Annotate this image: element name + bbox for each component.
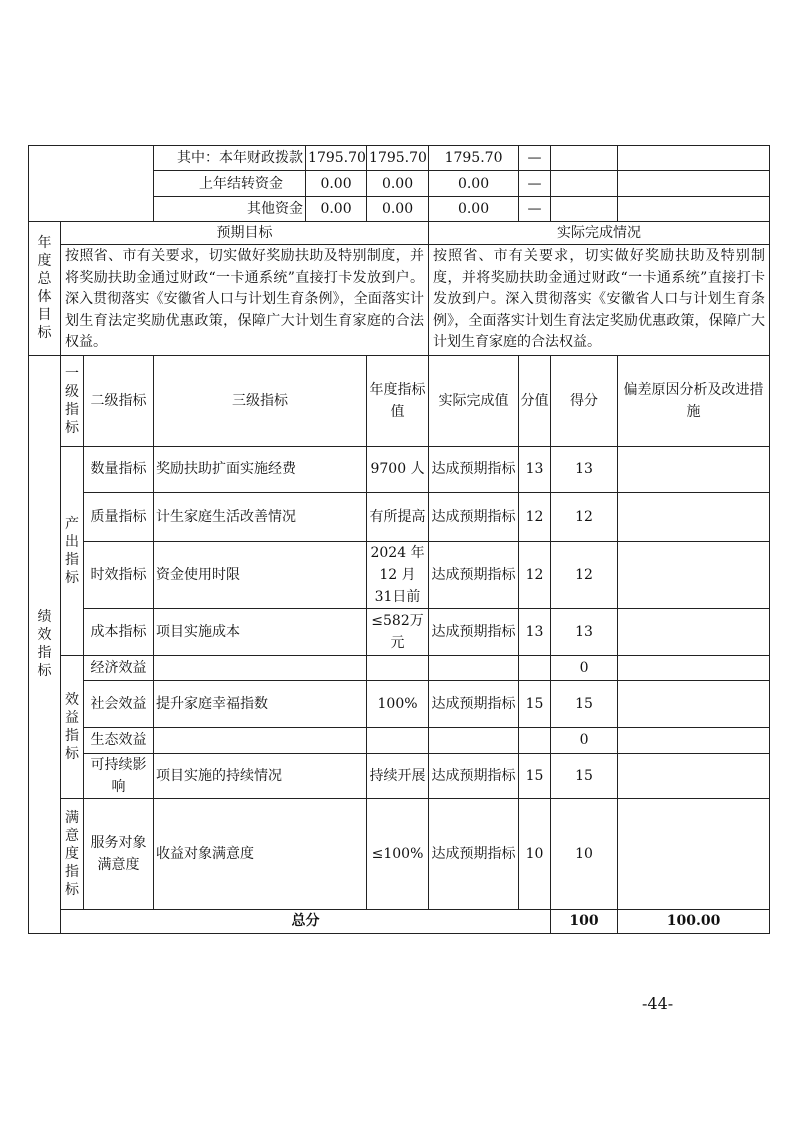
cell-actual: 达成预期指标	[429, 446, 519, 492]
cell-score: 15	[551, 680, 618, 727]
funding-label: 上年结转资金	[154, 171, 306, 197]
cell-actual	[429, 655, 519, 680]
cell-l3: 收益对象满意度	[154, 798, 367, 909]
cell-weight: 12	[519, 541, 551, 608]
performance-table	[28, 145, 770, 934]
cell-actual: 达成预期指标	[429, 492, 519, 541]
table-row	[29, 608, 770, 655]
cell-actual	[429, 727, 519, 753]
table-row	[29, 492, 770, 541]
blank-cell	[551, 146, 618, 171]
cell-weight: 13	[519, 608, 551, 655]
funding-value: 1795.70	[429, 146, 519, 171]
cell-l2: 服务对象满意度	[84, 798, 154, 909]
cell-score: 0	[551, 727, 618, 753]
cell-score: 15	[551, 753, 618, 798]
cell-target: ≤582万元	[367, 608, 429, 655]
funding-value: 0.00	[306, 171, 367, 197]
total-label: 总分	[61, 909, 551, 933]
indicator-header-row	[29, 355, 770, 446]
funding-value: 0.00	[367, 171, 429, 197]
blank-cell	[551, 197, 618, 222]
cell-actual: 达成预期指标	[429, 608, 519, 655]
cell-weight: 15	[519, 753, 551, 798]
cell-weight	[519, 655, 551, 680]
cell-l2: 质量指标	[84, 492, 154, 541]
expected-goal-text: 按照省、市有关要求，切实做好奖励扶助及特别制度，并将奖励扶助金通过财政“一卡通系统”直接打卡发放到户。深入贯彻落实《安徽省人口与计划生育条例》，全面落实计划生育法定奖励优惠政策，保障广大计划生育家庭的合法权益。	[61, 245, 429, 356]
cell-score: 10	[551, 798, 618, 909]
cell-deviation	[618, 608, 770, 655]
blank-cell	[29, 146, 154, 222]
header-level3: 三级指标	[154, 355, 367, 446]
goals-label: 年度总体目标	[29, 222, 61, 356]
header-actual: 实际完成值	[429, 355, 519, 446]
header-target: 年度指标值	[367, 355, 429, 446]
cell-l3: 计生家庭生活改善情况	[154, 492, 367, 541]
cell-target: 持续开展	[367, 753, 429, 798]
cell-l3	[154, 727, 367, 753]
cell-l2: 数量指标	[84, 446, 154, 492]
cell-l2: 成本指标	[84, 608, 154, 655]
cell-weight: 12	[519, 492, 551, 541]
cell-target: 9700 人	[367, 446, 429, 492]
cell-score: 13	[551, 446, 618, 492]
cell-l2: 可持续影响	[84, 753, 154, 798]
cell-l3: 项目实施的持续情况	[154, 753, 367, 798]
total-row	[29, 909, 770, 933]
header-weight: 分值	[519, 355, 551, 446]
funding-label: 其他资金	[154, 197, 306, 222]
blank-cell	[551, 171, 618, 197]
funding-value: 1795.70	[367, 146, 429, 171]
cell-l2: 生态效益	[84, 727, 154, 753]
cell-l3: 奖励扶助扩面实施经费	[154, 446, 367, 492]
cell-deviation	[618, 727, 770, 753]
cell-score: 12	[551, 541, 618, 608]
cell-l2: 社会效益	[84, 680, 154, 727]
funding-value: 0.00	[306, 197, 367, 222]
group-benefit: 效益指标	[61, 655, 84, 798]
table-row	[29, 680, 770, 727]
cell-score: 0	[551, 655, 618, 680]
funding-label: 其中：本年财政拨款	[154, 146, 306, 171]
group-output: 产出指标	[61, 446, 84, 655]
goals-header-row	[29, 222, 770, 245]
cell-l3	[154, 655, 367, 680]
funding-value: —	[519, 146, 551, 171]
blank-cell	[618, 197, 770, 222]
funding-row	[29, 146, 770, 171]
actual-goal-text: 按照省、市有关要求，切实做好奖励扶助及特别制度，并将奖励扶助金通过财政“一卡通系统”直接打卡发放到户。深入贯彻落实《安徽省人口与计划生育条例》，全面落实计划生育法定奖励优惠政策，保障广大计划生育家庭的合法权益。	[429, 245, 770, 356]
cell-l3: 资金使用时限	[154, 541, 367, 608]
cell-target: 100%	[367, 680, 429, 727]
cell-weight: 15	[519, 680, 551, 727]
cell-target	[367, 655, 429, 680]
cell-weight: 10	[519, 798, 551, 909]
cell-deviation	[618, 753, 770, 798]
cell-deviation	[618, 492, 770, 541]
blank-cell	[618, 146, 770, 171]
actual-goal-header: 实际完成情况	[429, 222, 770, 245]
cell-score: 12	[551, 492, 618, 541]
cell-actual: 达成预期指标	[429, 680, 519, 727]
header-level2: 二级指标	[84, 355, 154, 446]
page-number: -44-	[642, 994, 674, 1013]
cell-l2: 时效指标	[84, 541, 154, 608]
cell-weight: 13	[519, 446, 551, 492]
table-row	[29, 541, 770, 608]
funding-value: 1795.70	[306, 146, 367, 171]
header-level1: 一级指标	[61, 355, 84, 446]
group-satisfaction: 满意度指标	[61, 798, 84, 909]
header-score: 得分	[551, 355, 618, 446]
blank-cell	[618, 171, 770, 197]
cell-target: 2024 年12 月 31日前	[367, 541, 429, 608]
performance-indicators-label: 绩效指标	[29, 355, 61, 933]
cell-deviation	[618, 541, 770, 608]
funding-value: 0.00	[367, 197, 429, 222]
cell-actual: 达成预期指标	[429, 753, 519, 798]
goals-text-row	[29, 245, 770, 356]
cell-actual: 达成预期指标	[429, 541, 519, 608]
header-deviation: 偏差原因分析及改进措施	[618, 355, 770, 446]
total-weight: 100	[551, 909, 618, 933]
cell-deviation	[618, 680, 770, 727]
table-row	[29, 655, 770, 680]
cell-deviation	[618, 798, 770, 909]
table-row	[29, 446, 770, 492]
funding-value: —	[519, 197, 551, 222]
funding-value: 0.00	[429, 171, 519, 197]
total-score: 100.00	[618, 909, 770, 933]
cell-target: 有所提高	[367, 492, 429, 541]
cell-score: 13	[551, 608, 618, 655]
cell-l2: 经济效益	[84, 655, 154, 680]
funding-value: —	[519, 171, 551, 197]
cell-target	[367, 727, 429, 753]
cell-target: ≤100%	[367, 798, 429, 909]
cell-deviation	[618, 655, 770, 680]
cell-actual: 达成预期指标	[429, 798, 519, 909]
expected-goal-header: 预期目标	[61, 222, 429, 245]
cell-l3: 项目实施成本	[154, 608, 367, 655]
cell-l3: 提升家庭幸福指数	[154, 680, 367, 727]
cell-deviation	[618, 446, 770, 492]
table-row	[29, 753, 770, 798]
table-row	[29, 727, 770, 753]
cell-weight	[519, 727, 551, 753]
table-row	[29, 798, 770, 909]
funding-value: 0.00	[429, 197, 519, 222]
